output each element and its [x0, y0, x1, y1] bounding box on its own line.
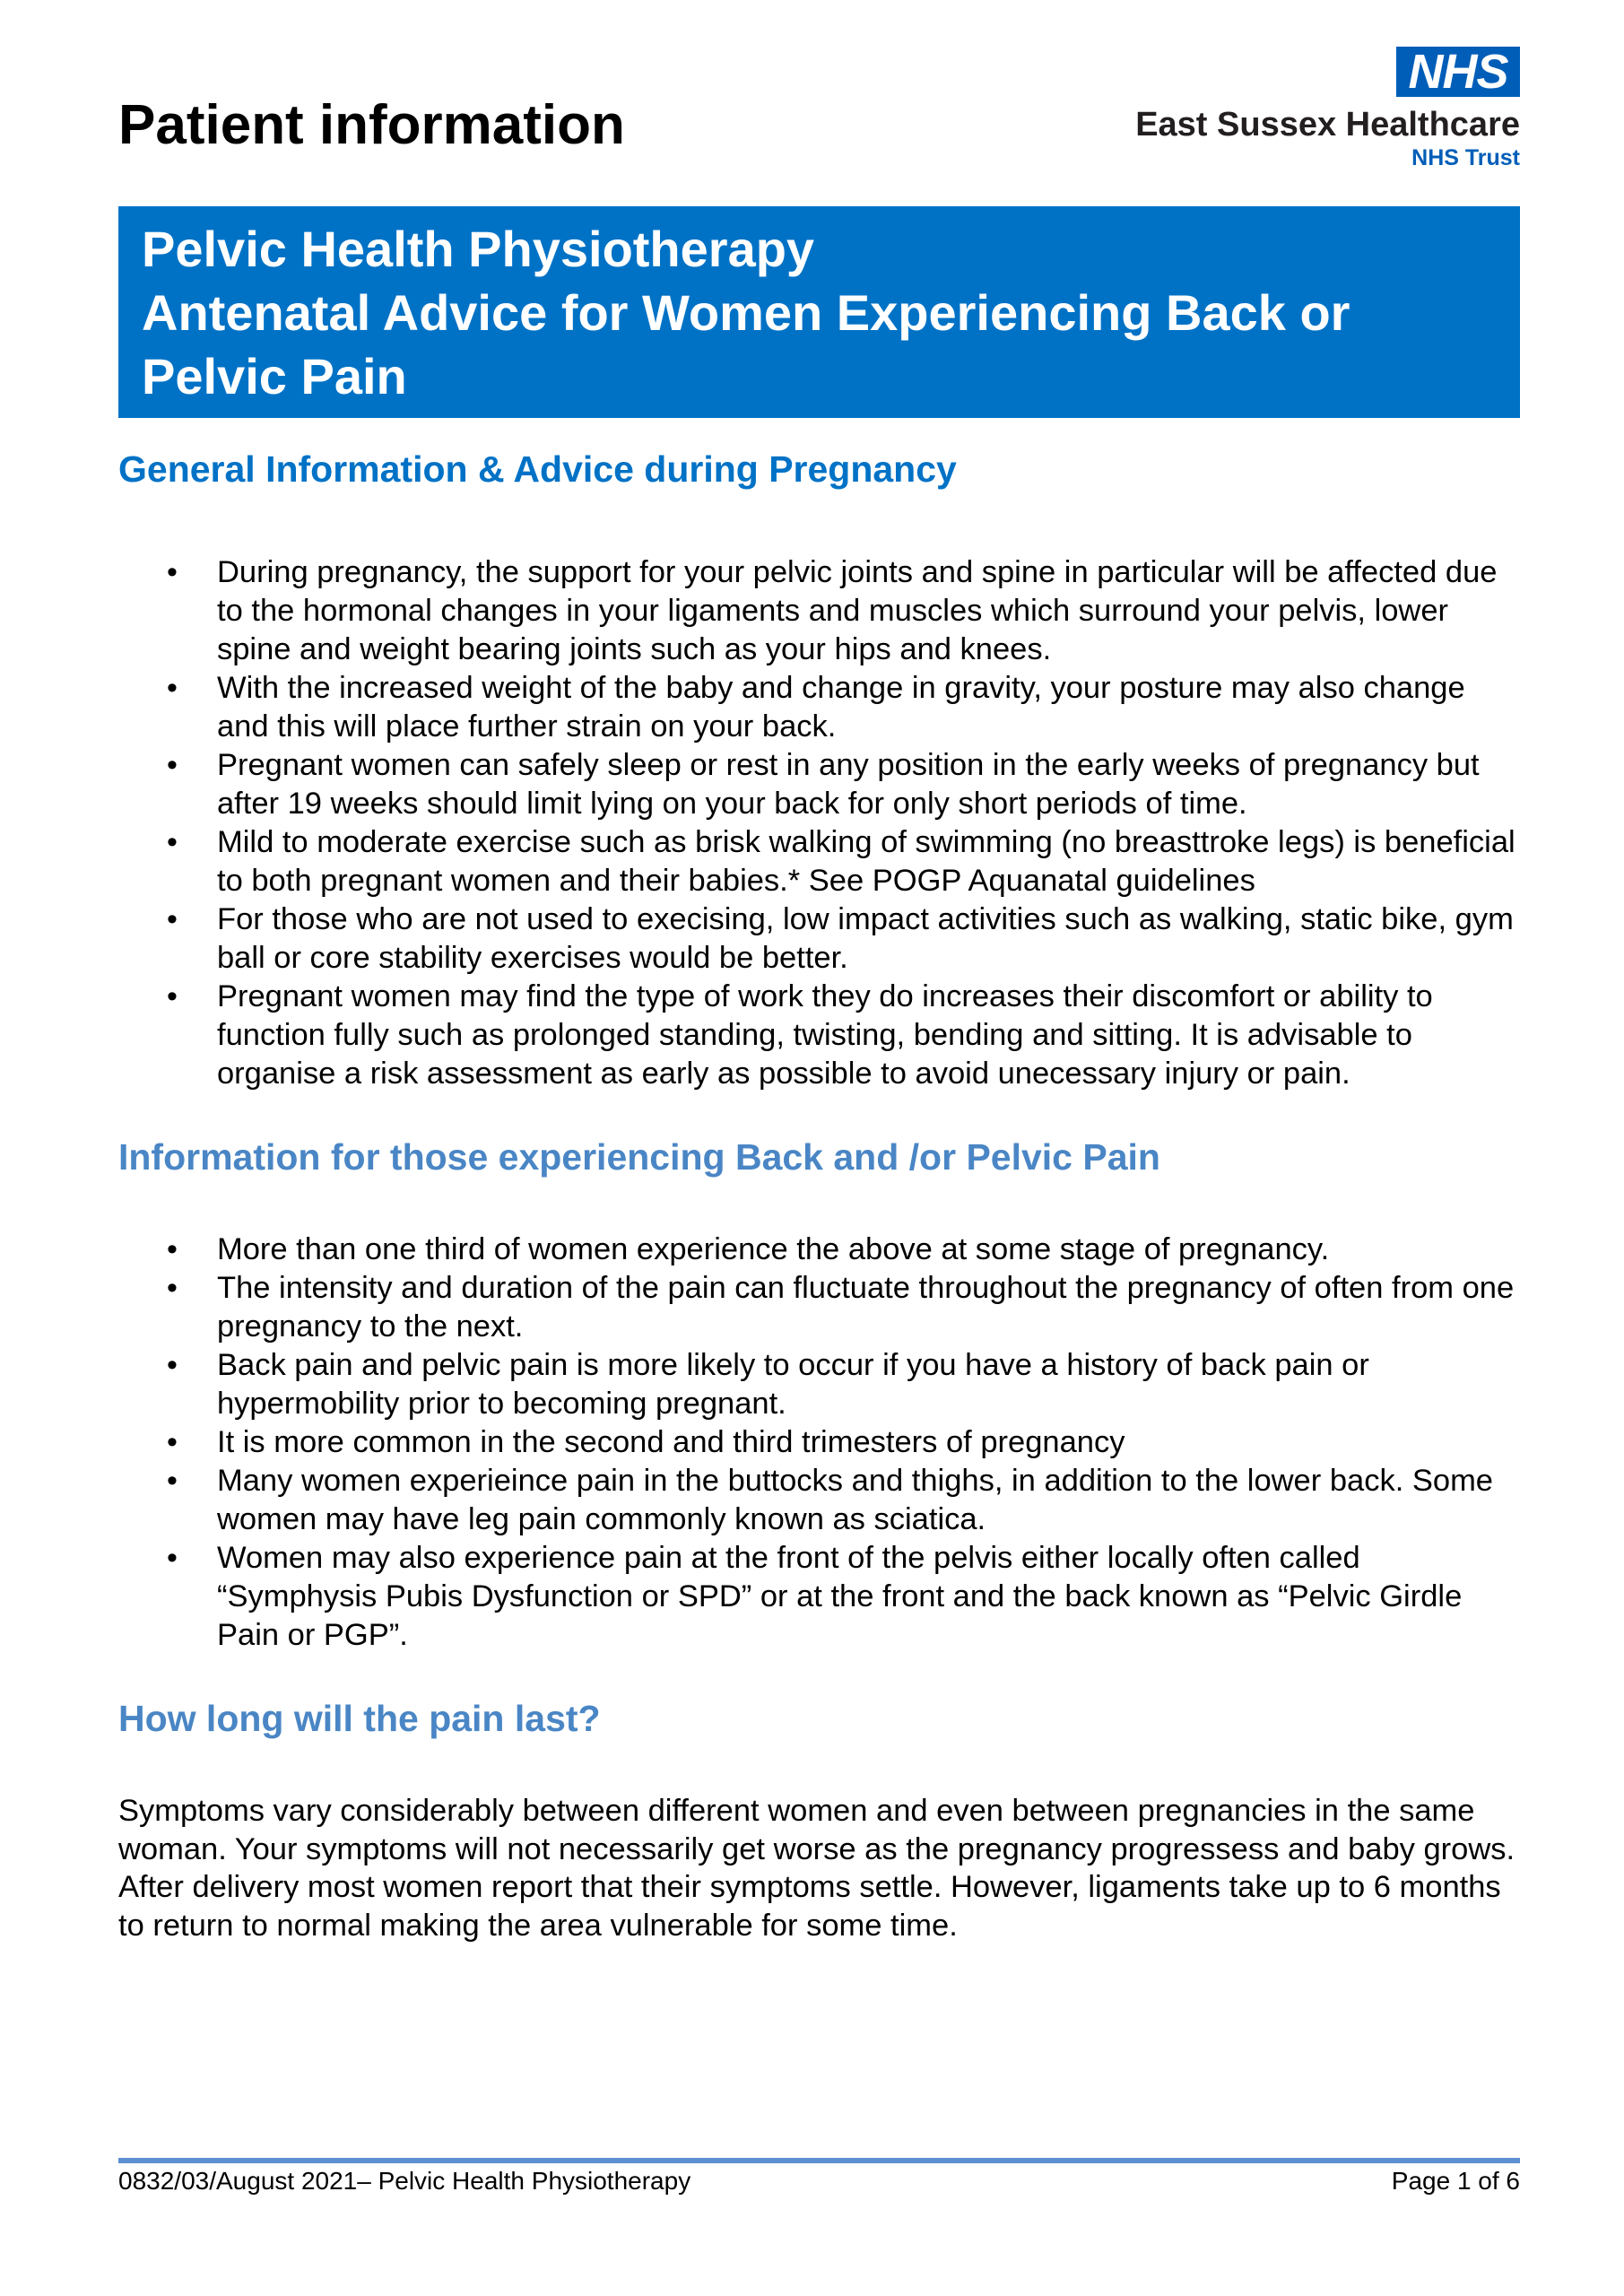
list-item: • For those who are not used to execising, low impact activities such as walking, static bike, gym ball or core stability exercises would be better.: [118, 900, 1517, 978]
list-item: • The intensity and duration of the pain can fluctuate throughout the pregnancy of often from one pregnancy to the next.: [118, 1269, 1517, 1346]
list-item: • It is more common in the second and third trimesters of pregnancy: [118, 1423, 1517, 1462]
section-pain-duration: [118, 1698, 1517, 1944]
bullet-list: [118, 1231, 1517, 1655]
list-item: • Many women experieince pain in the buttocks and thighs, in addition to the lower back. Some women may have leg pain commonly known as sciatica.: [118, 1462, 1517, 1539]
list-item: • With the increased weight of the baby and change in gravity, your posture may also change and this will place further strain on your back.: [118, 669, 1517, 746]
section-heading: How long will the pain last?: [118, 1698, 601, 1739]
section-back-pelvic-pain: [118, 1136, 1517, 1655]
org-name: East Sussex Healthcare: [1135, 106, 1520, 144]
list-item: • Back pain and pelvic pain is more likely to occur if you have a history of back pain or hypermobility prior to becoming pregnant.: [118, 1346, 1517, 1423]
section-heading: Information for those experiencing Back and /or Pelvic Pain: [118, 1136, 1160, 1178]
document-title-line-1: Pelvic Health Physiotherapy: [142, 221, 815, 277]
page-heading: Patient information: [118, 94, 625, 156]
list-item: • Women may also experience pain at the front of the pelvis either locally often called “Symphysis Pubis Dysfunction or SPD” or at the front and the back known as “Pelvic Girdle Pain or PGP”.: [118, 1539, 1517, 1655]
footer-divider: [118, 2158, 1520, 2163]
list-item: • Mild to moderate exercise such as brisk walking of swimming (no breasttroke legs) is beneficial to both pregnant women and their babies.* See POGP Aquanatal guidelines: [118, 823, 1517, 900]
list-item: • During pregnancy, the support for your pelvic joints and spine in particular will be affected due to the hormonal changes in your ligaments and muscles which surround your pelvis, lower spine and weight bearing joints such as your hips and knees.: [118, 553, 1517, 669]
list-item: • Pregnant women can safely sleep or rest in any position in the early weeks of pregnancy but after 19 weeks should limit lying on your back for only short periods of time.: [118, 746, 1517, 823]
section-general-information: [118, 448, 1517, 1093]
bullet-list: [118, 553, 1517, 1093]
list-item: • Pregnant women may find the type of work they do increases their discomfort or ability to function fully such as prolonged standing, twisting, bending and sitting. It is advisable to organise a risk assessment as early as possible to avoid unecessary injury or pain.: [118, 978, 1517, 1093]
nhs-logo-icon: NHS: [1396, 47, 1520, 97]
title-banner: [118, 206, 1520, 418]
page-number: Page 1 of 6: [1391, 2167, 1520, 2195]
document-title-line-2: Antenatal Advice for Women Experiencing Back or Pelvic Pain: [142, 284, 1350, 404]
list-item: • More than one third of women experience the above at some stage of pregnancy.: [118, 1231, 1517, 1269]
section-heading: General Information & Advice during Pregnancy: [118, 448, 957, 490]
footer-reference: 0832/03/August 2021– Pelvic Health Physiotherapy: [118, 2167, 691, 2195]
org-subtitle: NHS Trust: [1411, 145, 1520, 170]
document-body: [118, 448, 1517, 1944]
nhs-trust-logo: [1107, 47, 1520, 172]
body-paragraph: Symptoms vary considerably between different women and even between pregnancies in the same woman. Your symptoms will not necessarily get worse as the pregnancy progressess and baby grows. After delivery most women report that their symptoms settle. However, ligaments take up to 6 months to return to normal making the area vulnerable for some time.: [118, 1794, 1515, 1943]
